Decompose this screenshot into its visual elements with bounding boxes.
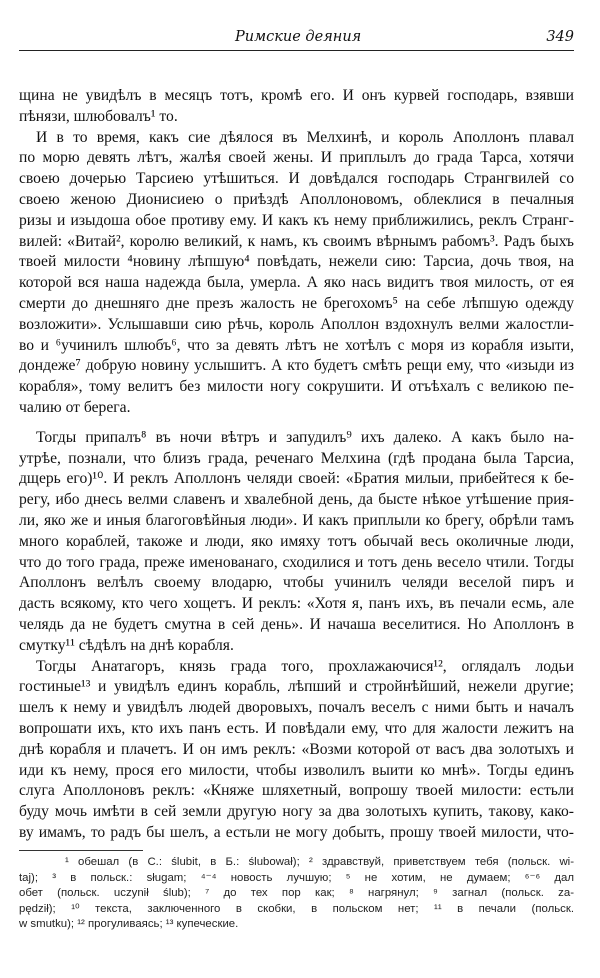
text-line: гостиные¹³ и увидѣлъ единъ корабль, лѣпший и стройнѣйший, нежели другие; <box>19 678 574 696</box>
text-line: регу, ибо днесь велми славенъ и хвалебной день, да бысте нѣкое утѣшение прия- <box>19 491 574 509</box>
text-line: щина не увидѣлъ в месяцъ тотъ, кромѣ его. И онъ курвей господарь, взявши <box>19 87 574 104</box>
footnotes <box>19 855 574 933</box>
text-line: дасть всякому, кто чего хощетъ. И реклъ: «Хотя я, панъ ихъ, въ печали есмь, але <box>19 595 574 613</box>
footnote-line: обет (польск. uczynił ślub); ⁷ до тех пор как; ⁸ нагрянул; ⁹ загнал (польск. za- <box>19 887 574 900</box>
text-line: по морю девять лѣтъ, жалѣя своей жены. И приплылъ до града Тарса, хотячи <box>19 149 574 167</box>
text-line: что до того града, преже именованаго, сходилися и тотъ день весело чтили. Тогды <box>19 553 574 571</box>
text-line: во и ⁶учинилъ шлюбъ⁶, что за девять лѣтъ не хотѣлъ с моря из корабля изыти, <box>19 336 574 354</box>
text-line: ли, яко же и иныя благоговѣйныя люди». И какъ приплыли ко брегу, обрѣли тамъ <box>19 511 574 529</box>
text-line: дщерь его)¹⁰. И реклъ Аполлонъ челяди своей: «Братия милыи, прибейтеся к бе- <box>19 470 574 488</box>
page-number: 349 <box>546 29 574 45</box>
footnote-line: ¹ обешал (в С.: ślubit, в Б.: ślubował); ² здравствуй, приветствуем тебя (польск. wi- <box>65 856 574 868</box>
footnote-line: taj); ³ в польск.: sługam; ⁴⁻⁴ новость лучшую; ⁵ не хотим, не думаем; ⁶⁻⁶ дал <box>19 871 574 884</box>
text-line: челядь да не будетъ смутна в сей день». И начаша веселитися. Но Аполлонъ в <box>19 615 574 633</box>
text-line: слуга Аполлоновъ реклъ: «Княже шляхетный, вопрошу твоей милости: естьли <box>19 782 574 800</box>
text-line: Тогды припалъ⁸ въ ночи вѣтръ и запудилъ⁹ ихъ далеко. А какъ было на- <box>36 428 574 446</box>
text-line: дондеже⁷ добрую новину услышитъ. А кто будетъ смѣть рещи ему, что «изыди из <box>19 357 574 375</box>
text-line: Тогды Анатагоръ, князь града того, прохлажаючися¹², оглядалъ лодьи <box>36 657 574 675</box>
text-line: вилей: «Витай², королю великий, к намъ, къ своимъ вѣрнымъ рабомъ³. Радъ быхъ <box>19 232 574 250</box>
running-title: Римские деяния <box>235 29 362 45</box>
text-line: своею женою Дионисиею о приѣздѣ Аполлоновомъ, облеклися в печалныя <box>19 190 574 208</box>
text-line: чалию от берега. <box>19 398 131 416</box>
text-line: смерти до днешняго дне презъ жалость не брегохомъ⁵ на себе лѣпшую одежду <box>19 294 574 312</box>
main-text <box>19 86 574 844</box>
text-line: корабля», тому велитъ без милости ногу сокрушити. И отъѣхалъ с великою пе- <box>19 378 574 396</box>
text-line: вопрошати ихъ, кто ихъ панъ есть. И повѣдали ему, что для жалости лежитъ на <box>19 719 574 737</box>
text-line: смутку¹¹ сѣдѣлъ на днѣ корабля. <box>19 636 234 654</box>
text-line: которой вся наша надежда была, умерла. А яко нась видитъ твоя милость, от ея <box>19 274 574 292</box>
footnote-divider <box>19 850 143 851</box>
text-line: много кораблей, такоже и люди, яко имяху тотъ обычай весь околичные люди, <box>19 532 574 550</box>
text-line: ризы и изыдоша обое противу ему. И какъ къ нему приближились, реклъ Странг- <box>19 211 574 229</box>
footnote-line: w smutku); ¹² прогуливаясь; ¹³ купеческие. <box>19 918 239 931</box>
text-line: твоей милости ⁴новину лѣпшую⁴ повѣдать, нежели сию: Тарсиа, дочь твоя, на <box>19 253 574 271</box>
text-line: днѣ корабля и плачетъ. И он имъ реклъ: «Возми которой от васъ два золотыхъ и <box>19 740 574 758</box>
text-line: И в то время, какъ сие дѣялося въ Мелхинѣ, и король Аполлонъ плавал <box>36 128 574 146</box>
text-line: своею дочерью Тарсиею утѣшиться. И довѣдался господарь Странгвилей со <box>19 170 574 188</box>
text-line: ву имамъ, то радъ бы шелъ, а естьли не могу добыть, прошу твоей милости, что- <box>19 823 574 841</box>
text-line: шелъ к нему и увидѣлъ людей дворовыхъ, почалъ веселъ с ними быть и началъ <box>19 699 574 717</box>
text-line: Аполлонъ велѣлъ своему влодарю, чтобы учинилъ челяди веселой пиръ и <box>19 574 574 592</box>
text-line: утрѣе, познали, что близъ града, реченаго Мелхина (гдѣ продана была Тарсиа, <box>19 449 574 467</box>
text-line: буду мочь имѣти в сей земли другую ногу за два золотыхъ купить, такову, како- <box>19 803 574 821</box>
text-line: иди къ нему, прося его милости, чтобы изволилъ выити ко мнѣ». Тогды единъ <box>19 761 574 779</box>
running-header <box>19 28 574 51</box>
text-line: пѣнязи, шлюбовалъ¹ то. <box>19 107 178 125</box>
footnote-line: pędził); ¹⁰ текста, заключенного в скобки, в польском нет; ¹¹ в печали (польск. <box>19 902 574 915</box>
text-line: возложити». Услышавши сию рѣчь, король Аполлон вздохнулъ велми жалостли- <box>19 315 574 333</box>
